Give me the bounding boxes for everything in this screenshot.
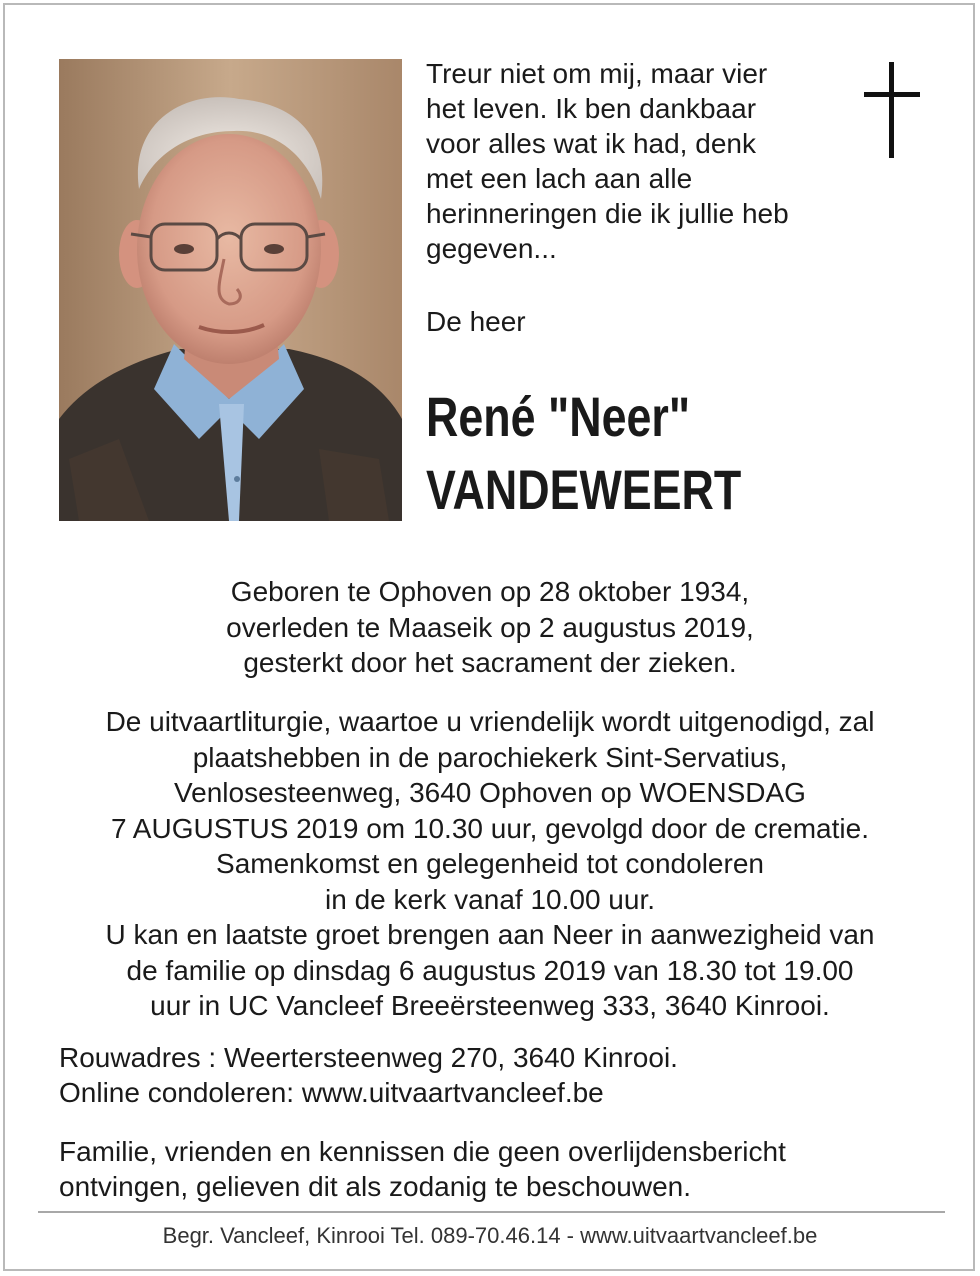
deceased-name bbox=[426, 380, 850, 526]
last-name: VANDEWEERT bbox=[426, 458, 742, 521]
online-condolence: Online condoleren: www.uitvaartvancleef.be bbox=[59, 1077, 604, 1108]
ceremony-line: Samenkomst en gelegenheid tot condoleren bbox=[216, 848, 764, 879]
ceremony-block bbox=[40, 704, 940, 1024]
birth-death-line: Geboren te Ophoven op 28 oktober 1934, bbox=[230, 576, 750, 607]
birth-death-line: gesterkt door het sacrament der zieken. bbox=[243, 647, 737, 678]
poem-line: voor alles wat ik had, denk bbox=[426, 128, 756, 159]
notice-line: ontvingen, gelieven dit als zodanig te beschouwen. bbox=[59, 1171, 691, 1202]
poem-line: Treur niet om mij, maar vier bbox=[426, 58, 768, 89]
poem-line: met een lach aan alle bbox=[426, 163, 693, 194]
portrait-photo bbox=[59, 59, 402, 521]
mourning-address: Rouwadres : Weertersteenweg 270, 3640 Kinrooi. bbox=[59, 1042, 678, 1073]
ceremony-line: Venlosesteenweg, 3640 Ophoven op WOENSDAG bbox=[174, 777, 806, 808]
ceremony-line: plaatshebben in de parochiekerk Sint-Servatius, bbox=[192, 741, 788, 773]
poem-line: het leven. Ik ben dankbaar bbox=[426, 93, 757, 124]
ceremony-line: de familie op dinsdag 6 augustus 2019 van 18.30 tot 19.00 bbox=[126, 954, 854, 986]
cross-icon bbox=[862, 62, 922, 162]
birth-death-block bbox=[40, 574, 940, 681]
poem-line: herinneringen die ik jullie heb bbox=[426, 198, 789, 229]
ceremony-line: De uitvaartliturgie, waartoe u vriendelijk wordt uitgenodigd, zal bbox=[105, 706, 875, 737]
notice-block bbox=[59, 1134, 939, 1204]
honorific-title: De heer bbox=[426, 306, 526, 337]
ceremony-line: U kan en laatste groet brengen aan Neer in aanwezigheid van bbox=[105, 919, 875, 950]
first-name: René "Neer" bbox=[426, 385, 691, 448]
poem-line: gegeven... bbox=[426, 233, 557, 264]
notice-line: Familie, vrienden en kennissen die geen overlijdensbericht bbox=[59, 1136, 786, 1167]
footer-divider bbox=[38, 1211, 945, 1213]
ceremony-line: 7 AUGUSTUS 2019 om 10.30 uur, gevolgd door de crematie. bbox=[111, 812, 869, 844]
ceremony-line: in de kerk vanaf 10.00 uur. bbox=[325, 883, 655, 915]
poem-text bbox=[426, 56, 846, 266]
birth-death-line: overleden te Maaseik op 2 augustus 2019, bbox=[226, 611, 754, 643]
contact-block bbox=[59, 1040, 939, 1110]
portrait-illustration bbox=[59, 59, 402, 521]
footer-credits: Begr. Vancleef, Kinrooi Tel. 089-70.46.14 - www.uitvaartvancleef.be bbox=[162, 1223, 818, 1248]
ceremony-line: uur in UC Vancleef Breeërsteenweg 333, 3640 Kinrooi. bbox=[150, 990, 830, 1021]
